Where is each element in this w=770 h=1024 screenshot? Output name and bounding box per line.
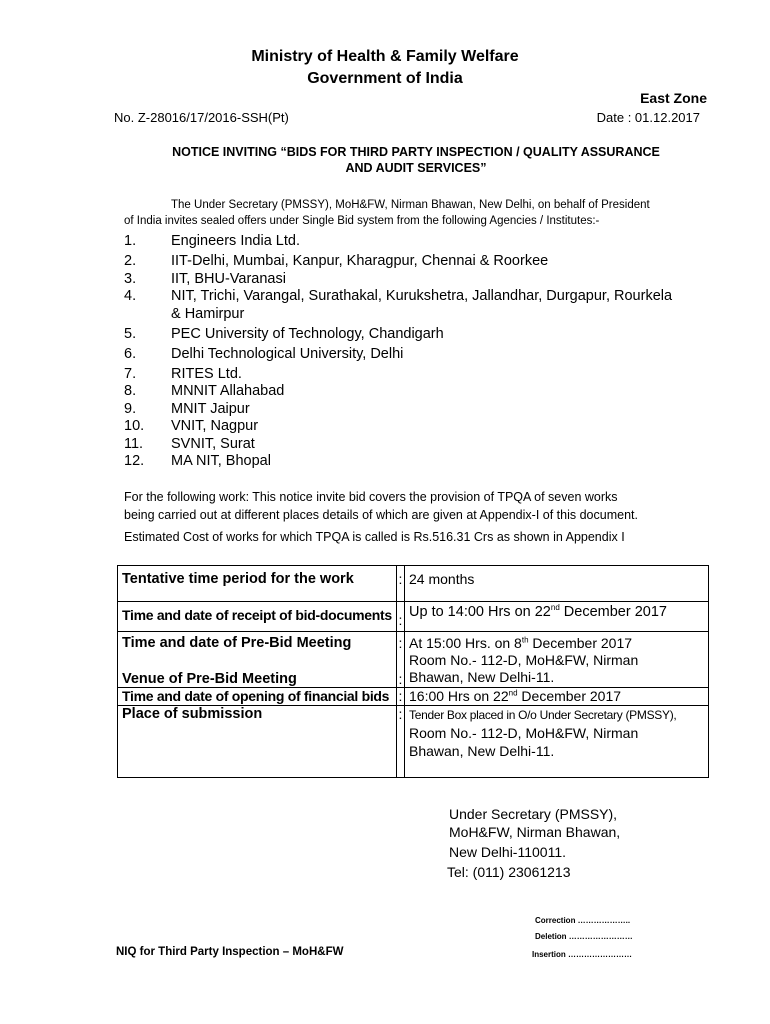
deletion-line: Deletion …………………… (535, 932, 633, 941)
signatory-office: MoH&FW, Nirman Bhawan, (449, 824, 621, 840)
schedule-label: Time and date of Pre-Bid Meeting (118, 632, 397, 652)
schedule-colon: : (397, 632, 405, 652)
schedule-value: Tender Box placed in O/o Under Secretary (PMSSY), Room No.- 112-D, MoH&FW, Nirman Bhawan, New Delhi-11. (405, 706, 709, 778)
table-row (118, 688, 709, 706)
table-row (118, 632, 709, 652)
schedule-value: 24 months (405, 566, 709, 602)
schedule-table (117, 565, 709, 778)
schedule-value: 16:00 Hrs on 22nd December 2017 (405, 688, 709, 706)
schedule-colon: : (397, 652, 405, 688)
signatory-title: Under Secretary (PMSSY), (449, 806, 618, 822)
insertion-line: Insertion …………………… (532, 950, 633, 959)
notice-title-line-2: AND AUDIT SERVICES” (345, 161, 487, 175)
notice-date: Date : 01.12.2017 (596, 110, 700, 125)
correction-line: Correction ……………….. (535, 916, 631, 925)
schedule-label: Tentative time period for the work (118, 566, 397, 602)
schedule-colon: : (397, 566, 405, 602)
signatory-phone: Tel: (011) 23061213 (447, 864, 571, 880)
table-row (118, 706, 709, 778)
notice-title-line-1: NOTICE INVITING “BIDS FOR THIRD PARTY INSPECTION / QUALITY ASSURANCE (172, 145, 660, 159)
schedule-colon: : (397, 706, 405, 778)
estimated-cost: Estimated Cost of works for which TPQA is called is Rs.516.31 Crs as shown in Appendix I (124, 530, 625, 544)
schedule-label: Venue of Pre-Bid Meeting (118, 652, 397, 688)
schedule-label: Time and date of receipt of bid-documents (118, 602, 397, 632)
reference-number: No. Z-28016/17/2016-SSH(Pt) (114, 110, 289, 125)
work-line-1: For the following work: This notice invite bid covers the provision of TPQA of seven works (124, 490, 618, 504)
work-line-2: being carried out at different places details of which are given at Appendix-I of this document. (124, 508, 638, 522)
schedule-value: At 15:00 Hrs. on 8th December 2017 (405, 632, 709, 652)
table-row (118, 602, 709, 632)
ministry-heading: Ministry of Health & Family Welfare (251, 48, 519, 65)
intro-line-1: The Under Secretary (PMSSY), MoH&FW, Nirman Bhawan, New Delhi, on behalf of President (171, 199, 650, 211)
page-footer: NIQ for Third Party Inspection – MoH&FW (116, 946, 344, 958)
signatory-city: New Delhi-110011. (449, 844, 566, 860)
schedule-value: Up to 14:00 Hrs on 22nd December 2017 (405, 602, 709, 632)
zone-label: East Zone (640, 90, 707, 106)
schedule-colon: : (397, 602, 405, 632)
schedule-label: Time and date of opening of financial bids (118, 688, 397, 706)
table-row (118, 566, 709, 602)
table-row (118, 652, 709, 688)
schedule-colon: : (397, 688, 405, 706)
government-heading: Government of India (307, 70, 463, 87)
intro-line-2: of India invites sealed offers under Single Bid system from the following Agencies / Institutes:- (124, 215, 600, 227)
schedule-label: Place of submission (118, 706, 397, 778)
schedule-value: Room No.- 112-D, MoH&FW, Nirman Bhawan, New Delhi-11. (405, 652, 709, 688)
